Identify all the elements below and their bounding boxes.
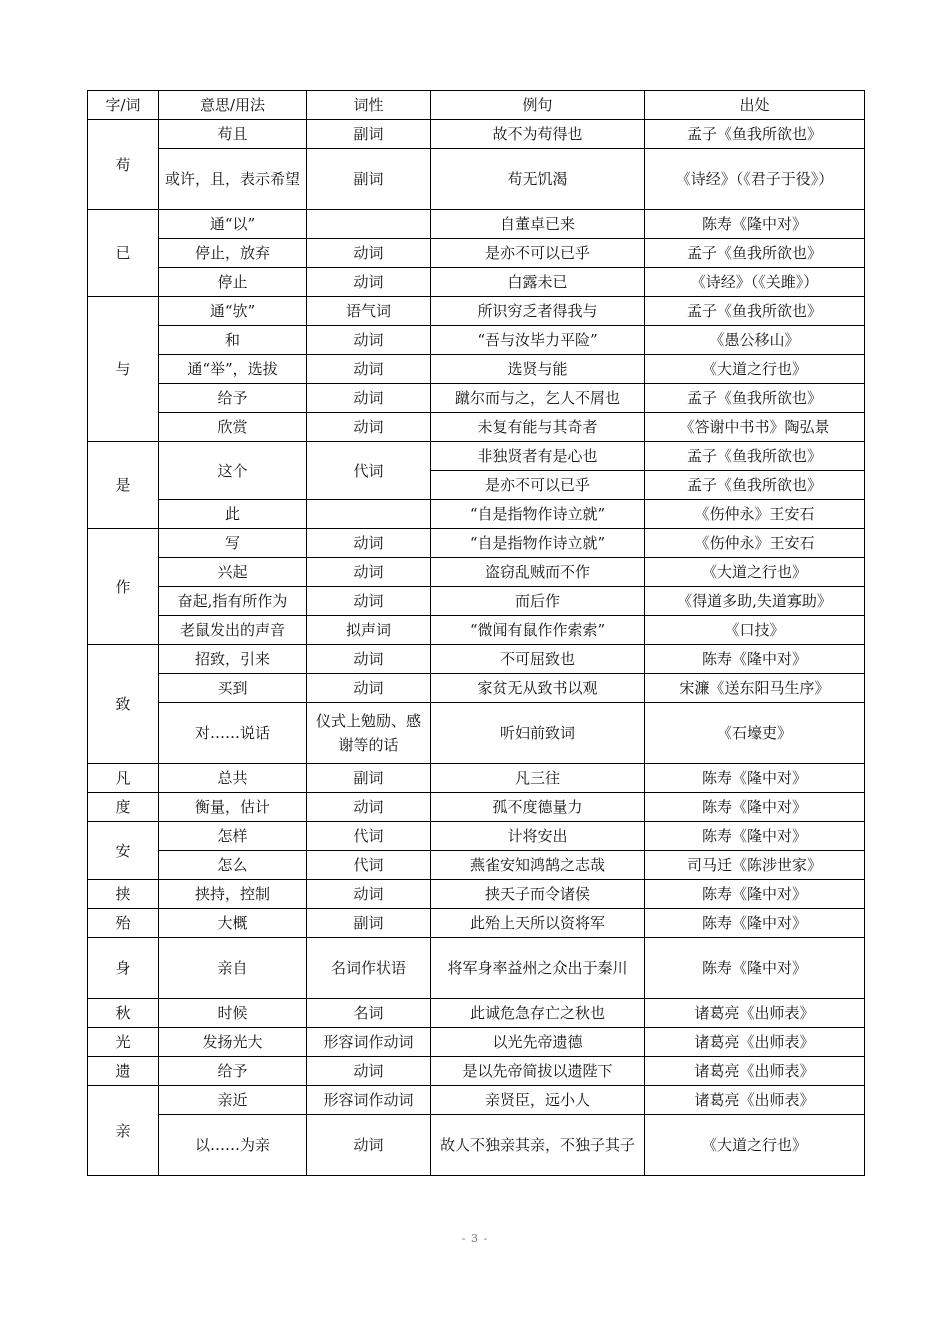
word-cell: 作 — [88, 529, 159, 645]
part-of-speech-cell: 动词 — [307, 326, 431, 355]
example-cell: 自董卓已来 — [431, 210, 645, 239]
example-cell: 非独贤者有是心也 — [431, 442, 645, 471]
meaning-cell: 总共 — [159, 764, 307, 793]
table-row — [88, 355, 865, 384]
source-cell: 孟子《鱼我所欲也》 — [645, 239, 865, 268]
example-cell: 蹴尔而与之，乞人不屑也 — [431, 384, 645, 413]
part-of-speech-cell: 动词 — [307, 793, 431, 822]
example-cell: 挟天子而令诸侯 — [431, 880, 645, 909]
table-row — [88, 999, 865, 1028]
part-of-speech-cell: 副词 — [307, 120, 431, 149]
meaning-cell: 招致，引来 — [159, 645, 307, 674]
header-cell-example: 例句 — [431, 91, 645, 120]
header-row — [88, 91, 865, 120]
example-cell: 故人不独亲其亲，不独子其子 — [431, 1115, 645, 1176]
example-cell: “自是指物作诗立就” — [431, 500, 645, 529]
table-row — [88, 268, 865, 297]
meaning-cell: 怎么 — [159, 851, 307, 880]
example-cell: 是以先帝简拔以遗陛下 — [431, 1057, 645, 1086]
part-of-speech-cell: 动词 — [307, 587, 431, 616]
table-row — [88, 500, 865, 529]
part-of-speech-cell: 名词作状语 — [307, 938, 431, 999]
meaning-cell: 发扬光大 — [159, 1028, 307, 1057]
source-cell: 《得道多助,失道寡助》 — [645, 587, 865, 616]
part-of-speech-cell: 形容词作动词 — [307, 1028, 431, 1057]
example-cell: “微闻有鼠作作索索” — [431, 616, 645, 645]
meaning-cell: 奋起,指有所作为 — [159, 587, 307, 616]
word-cell: 与 — [88, 297, 159, 442]
part-of-speech-cell: 动词 — [307, 645, 431, 674]
source-cell: 《愚公移山》 — [645, 326, 865, 355]
example-cell: 不可屈致也 — [431, 645, 645, 674]
source-cell: 诸葛亮《出师表》 — [645, 1028, 865, 1057]
part-of-speech-cell: 代词 — [307, 851, 431, 880]
word-cell: 挟 — [88, 880, 159, 909]
part-of-speech-cell: 动词 — [307, 1057, 431, 1086]
part-of-speech-cell: 动词 — [307, 413, 431, 442]
meaning-cell: 对……说话 — [159, 703, 307, 764]
example-cell: 是亦不可以已乎 — [431, 239, 645, 268]
source-cell: 陈寿《隆中对》 — [645, 210, 865, 239]
table-row — [88, 297, 865, 326]
meaning-cell: 以……为亲 — [159, 1115, 307, 1176]
source-cell: 《大道之行也》 — [645, 355, 865, 384]
meaning-cell: 买到 — [159, 674, 307, 703]
example-cell: 苟无饥渴 — [431, 149, 645, 210]
meaning-cell: 通“举”，选拔 — [159, 355, 307, 384]
part-of-speech-cell: 仪式上勉励、感谢等的话 — [307, 703, 431, 764]
source-cell: 宋濂《送东阳马生序》 — [645, 674, 865, 703]
source-cell: 诸葛亮《出师表》 — [645, 1057, 865, 1086]
part-of-speech-cell: 副词 — [307, 764, 431, 793]
example-cell: 未复有能与其奇者 — [431, 413, 645, 442]
meaning-cell: 这个 — [159, 442, 307, 500]
source-cell: 诸葛亮《出师表》 — [645, 1086, 865, 1115]
source-cell: 《诗经》（《君子于役》） — [645, 149, 865, 210]
header-cell-word: 字/词 — [88, 91, 159, 120]
word-cell: 凡 — [88, 764, 159, 793]
meaning-cell: 或许，且，表示希望 — [159, 149, 307, 210]
source-cell: 陈寿《隆中对》 — [645, 938, 865, 999]
example-cell: 而后作 — [431, 587, 645, 616]
word-cell: 光 — [88, 1028, 159, 1057]
table-row — [88, 587, 865, 616]
table-row — [88, 558, 865, 587]
part-of-speech-cell: 动词 — [307, 384, 431, 413]
table-row — [88, 616, 865, 645]
part-of-speech-cell: 副词 — [307, 149, 431, 210]
table-row — [88, 1057, 865, 1086]
meaning-cell: 时候 — [159, 999, 307, 1028]
source-cell: 陈寿《隆中对》 — [645, 793, 865, 822]
part-of-speech-cell — [307, 500, 431, 529]
example-cell: 白露未已 — [431, 268, 645, 297]
part-of-speech-cell: 代词 — [307, 442, 431, 500]
part-of-speech-cell: 动词 — [307, 880, 431, 909]
meaning-cell: 兴起 — [159, 558, 307, 587]
example-cell: “吾与汝毕力平险” — [431, 326, 645, 355]
source-cell: 孟子《鱼我所欲也》 — [645, 471, 865, 500]
part-of-speech-cell: 动词 — [307, 239, 431, 268]
example-cell: 计将安出 — [431, 822, 645, 851]
source-cell: 《伤仲永》王安石 — [645, 500, 865, 529]
part-of-speech-cell: 拟声词 — [307, 616, 431, 645]
table-row — [88, 703, 865, 764]
source-cell: 司马迁《陈涉世家》 — [645, 851, 865, 880]
example-cell: 是亦不可以已乎 — [431, 471, 645, 500]
table-row — [88, 413, 865, 442]
meaning-cell: 写 — [159, 529, 307, 558]
meaning-cell: 给予 — [159, 384, 307, 413]
word-cell: 遗 — [88, 1057, 159, 1086]
example-cell: 故不为苟得也 — [431, 120, 645, 149]
word-cell: 致 — [88, 645, 159, 764]
table-row — [88, 851, 865, 880]
part-of-speech-cell: 形容词作动词 — [307, 1086, 431, 1115]
table-body — [88, 120, 865, 1176]
word-cell: 已 — [88, 210, 159, 297]
example-cell: “自是指物作诗立就” — [431, 529, 645, 558]
part-of-speech-cell: 动词 — [307, 268, 431, 297]
table-row — [88, 822, 865, 851]
meaning-cell: 挟持，控制 — [159, 880, 307, 909]
table-row — [88, 384, 865, 413]
meaning-cell: 老鼠发出的声音 — [159, 616, 307, 645]
part-of-speech-cell: 语气词 — [307, 297, 431, 326]
meaning-cell: 苟且 — [159, 120, 307, 149]
part-of-speech-cell: 动词 — [307, 529, 431, 558]
word-cell: 殆 — [88, 909, 159, 938]
example-cell: 家贫无从致书以观 — [431, 674, 645, 703]
word-cell: 苟 — [88, 120, 159, 210]
meaning-cell: 通“欤” — [159, 297, 307, 326]
example-cell: 凡三往 — [431, 764, 645, 793]
example-cell: 燕雀安知鸿鹄之志哉 — [431, 851, 645, 880]
source-cell: 陈寿《隆中对》 — [645, 822, 865, 851]
vocabulary-table — [87, 90, 865, 1176]
part-of-speech-cell: 动词 — [307, 558, 431, 587]
part-of-speech-cell: 名词 — [307, 999, 431, 1028]
table-row — [88, 1086, 865, 1115]
table-row — [88, 645, 865, 674]
part-of-speech-cell: 动词 — [307, 1115, 431, 1176]
meaning-cell: 通“以” — [159, 210, 307, 239]
word-cell: 是 — [88, 442, 159, 529]
table-row — [88, 1115, 865, 1176]
part-of-speech-cell: 代词 — [307, 822, 431, 851]
table-row — [88, 909, 865, 938]
header-cell-meaning: 意思/用法 — [159, 91, 307, 120]
part-of-speech-cell: 动词 — [307, 355, 431, 384]
source-cell: 孟子《鱼我所欲也》 — [645, 442, 865, 471]
table-row — [88, 442, 865, 471]
source-cell: 孟子《鱼我所欲也》 — [645, 120, 865, 149]
meaning-cell: 亲近 — [159, 1086, 307, 1115]
meaning-cell: 欣赏 — [159, 413, 307, 442]
example-cell: 选贤与能 — [431, 355, 645, 384]
example-cell: 将军身率益州之众出于秦川 — [431, 938, 645, 999]
meaning-cell: 衡量，估计 — [159, 793, 307, 822]
page-number: - 3 - — [461, 1232, 489, 1245]
meaning-cell: 给予 — [159, 1057, 307, 1086]
table-row — [88, 239, 865, 268]
source-cell: 《大道之行也》 — [645, 558, 865, 587]
source-cell: 《答谢中书书》陶弘景 — [645, 413, 865, 442]
table-row — [88, 326, 865, 355]
example-cell: 盗窃乱贼而不作 — [431, 558, 645, 587]
source-cell: 《大道之行也》 — [645, 1115, 865, 1176]
source-cell: 《口技》 — [645, 616, 865, 645]
header-cell-source: 出处 — [645, 91, 865, 120]
source-cell: 诸葛亮《出师表》 — [645, 999, 865, 1028]
part-of-speech-cell: 动词 — [307, 674, 431, 703]
source-cell: 陈寿《隆中对》 — [645, 764, 865, 793]
source-cell: 孟子《鱼我所欲也》 — [645, 297, 865, 326]
table-row — [88, 793, 865, 822]
example-cell: 亲贤臣，远小人 — [431, 1086, 645, 1115]
table-row — [88, 120, 865, 149]
table-row — [88, 529, 865, 558]
word-cell: 安 — [88, 822, 159, 880]
meaning-cell: 怎样 — [159, 822, 307, 851]
meaning-cell: 和 — [159, 326, 307, 355]
word-cell: 亲 — [88, 1086, 159, 1176]
table-row — [88, 764, 865, 793]
meaning-cell: 停止，放弃 — [159, 239, 307, 268]
source-cell: 孟子《鱼我所欲也》 — [645, 384, 865, 413]
meaning-cell: 此 — [159, 500, 307, 529]
table-row — [88, 210, 865, 239]
part-of-speech-cell: 副词 — [307, 909, 431, 938]
source-cell: 陈寿《隆中对》 — [645, 880, 865, 909]
example-cell: 所识穷乏者得我与 — [431, 297, 645, 326]
meaning-cell: 大概 — [159, 909, 307, 938]
meaning-cell: 亲自 — [159, 938, 307, 999]
source-cell: 陈寿《隆中对》 — [645, 909, 865, 938]
example-cell: 此殆上天所以资将军 — [431, 909, 645, 938]
example-cell: 以光先帝遗德 — [431, 1028, 645, 1057]
table-row — [88, 149, 865, 210]
word-cell: 度 — [88, 793, 159, 822]
part-of-speech-cell — [307, 210, 431, 239]
source-cell: 《伤仲永》王安石 — [645, 529, 865, 558]
example-cell: 此诚危急存亡之秋也 — [431, 999, 645, 1028]
source-cell: 陈寿《隆中对》 — [645, 645, 865, 674]
table-row — [88, 938, 865, 999]
example-cell: 孤不度德量力 — [431, 793, 645, 822]
word-cell: 秋 — [88, 999, 159, 1028]
meaning-cell: 停止 — [159, 268, 307, 297]
table-row — [88, 1028, 865, 1057]
header-cell-part-of-speech: 词性 — [307, 91, 431, 120]
table-row — [88, 674, 865, 703]
table-row — [88, 880, 865, 909]
source-cell: 《石壕吏》 — [645, 703, 865, 764]
example-cell: 听妇前致词 — [431, 703, 645, 764]
word-cell: 身 — [88, 938, 159, 999]
source-cell: 《诗经》（《关雎》） — [645, 268, 865, 297]
